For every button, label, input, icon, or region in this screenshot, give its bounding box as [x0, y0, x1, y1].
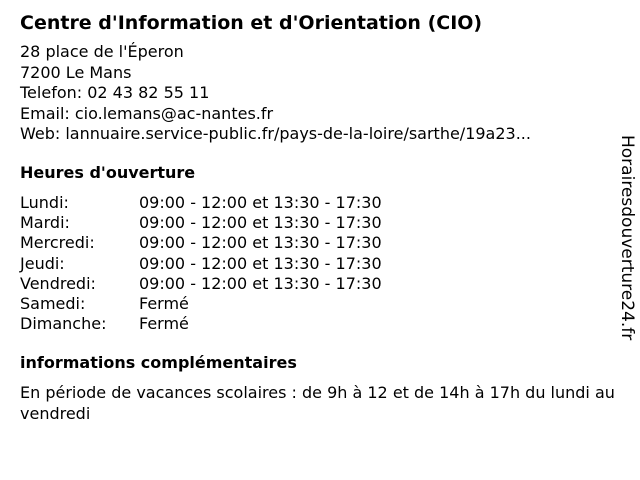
hours-row-saturday	[20, 294, 382, 314]
phone-line: Telefon: 02 43 82 55 11	[20, 83, 210, 102]
day-label: Lundi:	[20, 193, 69, 212]
day-label: Samedi:	[20, 294, 86, 314]
info-text: En période de vacances scolaires : de 9h à 12 et de 14h à 17h du lundi au vendredi	[20, 383, 615, 423]
hours-row-monday	[20, 193, 382, 213]
time-value: 09:00 - 12:00 et 13:30 - 17:30	[139, 193, 382, 212]
time-value: 09:00 - 12:00 et 13:30 - 17:30	[139, 273, 382, 293]
address-line-street: 28 place de l'Éperon	[20, 42, 184, 61]
contact-block	[20, 42, 531, 145]
day-label: Jeudi:	[20, 253, 65, 273]
day-label: Mercredi:	[20, 233, 95, 253]
time-value: 09:00 - 12:00 et 13:30 - 17:30	[139, 213, 382, 233]
info-heading: informations complémentaires	[20, 353, 297, 372]
hours-row-sunday	[20, 314, 382, 334]
day-label: Vendredi:	[20, 273, 96, 293]
time-value: 09:00 - 12:00 et 13:30 - 17:30	[139, 253, 382, 273]
time-value: Fermé	[139, 314, 189, 334]
hours-heading: Heures d'ouverture	[20, 163, 196, 182]
page-title: Centre d'Information et d'Orientation (CIO)	[20, 12, 483, 34]
hours-row-thursday	[20, 254, 382, 274]
hours-row-wednesday	[20, 233, 382, 253]
time-value: 09:00 - 12:00 et 13:30 - 17:30	[139, 233, 382, 253]
watermark	[612, 135, 640, 343]
day-label: Mardi:	[20, 213, 70, 233]
hours-row-tuesday	[20, 213, 382, 233]
web-line: Web: lannuaire.service-public.fr/pays-de-la-loire/sarthe/19a23...	[20, 124, 531, 143]
time-value: Fermé	[139, 294, 189, 314]
day-label: Dimanche:	[20, 314, 107, 334]
hours-row-friday	[20, 274, 382, 294]
opening-hours-list	[20, 193, 382, 334]
address-line-city: 7200 Le Mans	[20, 62, 132, 82]
email-line: Email: cio.lemans@ac-nantes.fr	[20, 103, 274, 123]
watermark-text: Horairesdouverture24.fr	[617, 135, 637, 341]
